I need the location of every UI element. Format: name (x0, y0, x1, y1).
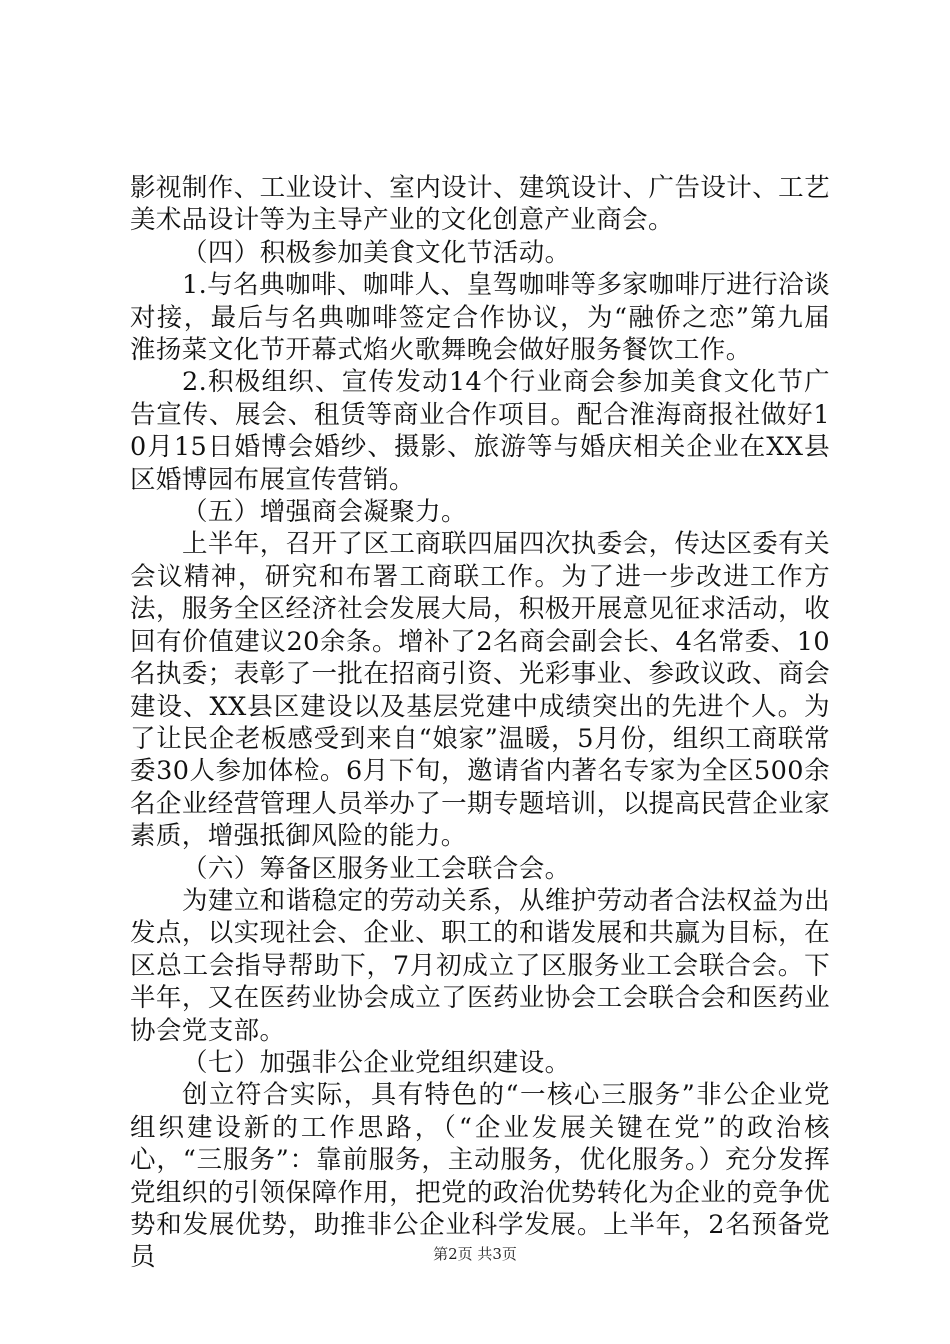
paragraph-item-1: 1.与名典咖啡、咖啡人、皇驾咖啡等多家咖啡厅进行洽谈对接，最后与名典咖啡签定合作协议，为“融侨之恋”第九届淮扬菜文化节开幕式焰火歌舞晚会做好服务餐饮工作。 (130, 270, 830, 366)
section-heading-six: （六）筹备区服务业工会联合会。 (182, 853, 571, 884)
section-heading-four: （四）积极参加美食文化节活动。 (182, 237, 571, 268)
paragraph-section-five: 上半年，召开了区工商联四届四次执委会，传达区委有关会议精神，研究和布署工商联工作。为了进一步改进工作方法，服务全区经济社会发展大局，积极开展意见征求活动，收回有价值建议20余条。增补了2名商会副会长、4名常委、10名执委；表彰了一批在招商引资、光彩事业、参政议政、商会建设、XX县区建设以及基层党建中成绩突出的先进个人。为了让民企老板感受到来自“娘家”温暖，5月份，组织工商联常委30人参加体检。6月下旬，邀请省内著名专家为全区500余名企业经营管理人员举办了一期专题培训，以提高民营企业家素质，增强抵御风险的能力。 (130, 529, 830, 852)
section-heading-five: （五）增强商会凝聚力。 (182, 497, 467, 528)
paragraph-continuation: 影视制作、工业设计、室内设计、建筑设计、广告设计、工艺美术品设计等为主导产业的文化创意产业商会。 (130, 173, 830, 236)
paragraph-section-seven: 创立符合实际，具有特色的“一核心三服务”非公企业党组织建设新的工作思路，（“企业发展关键在党”的政治核心，“三服务”：靠前服务，主动服务，优化服务。）充分发挥党组织的引领保障作用，把党的政治优势转化为企业的竞争优势和发展优势，助推非公企业科学发展。上半年，2名预备党员 (130, 1080, 830, 1273)
paragraph-item-2: 2.积极组织、宣传发动14个行业商会参加美食文化节广告宣传、展会、租赁等商业合作项目。配合淮海商报社做好10月15日婚博会婚纱、摄影、旅游等与婚庆相关企业在XX县区婚博园布展宣传营销。 (130, 367, 830, 495)
document-body (130, 172, 830, 1274)
section-heading-seven: （七）加强非公企业党组织建设。 (182, 1047, 571, 1078)
page-footer: 第2页 共3页 (433, 1245, 517, 1263)
paragraph-section-six: 为建立和谐稳定的劳动关系，从维护劳动者合法权益为出发点，以实现社会、企业、职工的和谐发展和共赢为目标，在区总工会指导帮助下，7月初成立了区服务业工会联合会。下半年，又在医药业协会成立了医药业协会工会联合会和医药业协会党支部。 (130, 885, 830, 1046)
